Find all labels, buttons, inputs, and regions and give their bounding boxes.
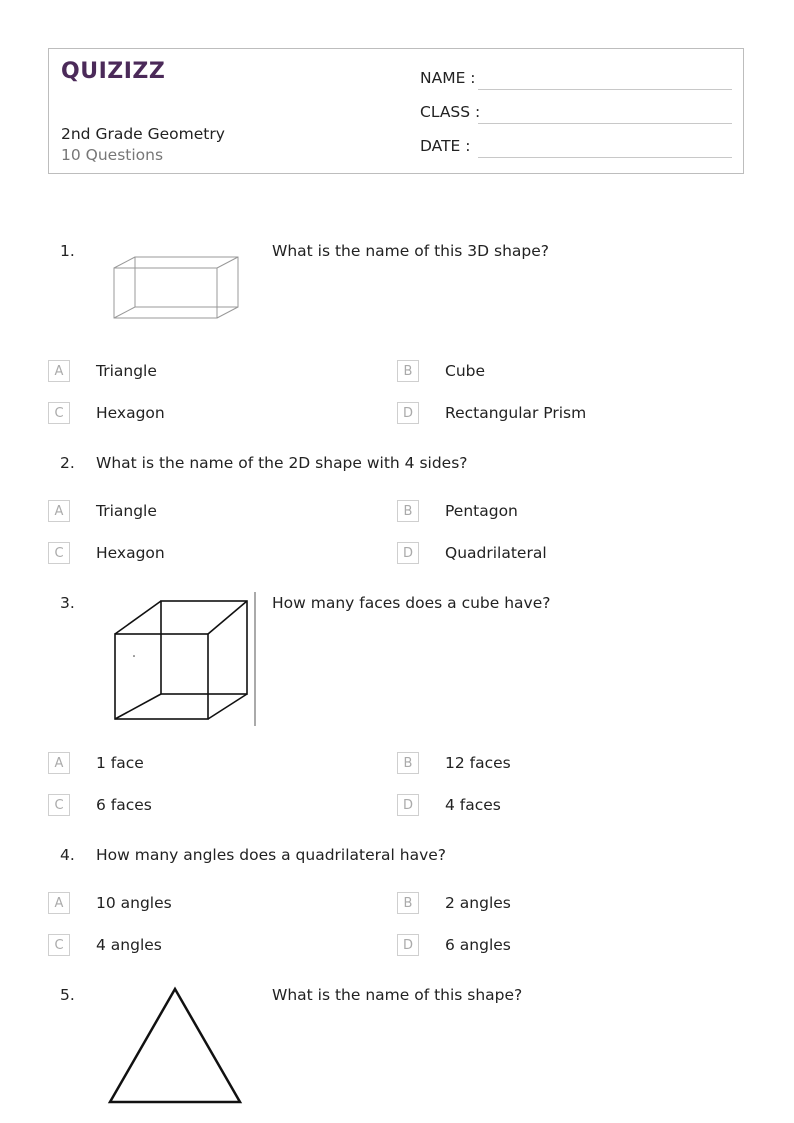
- date-line[interactable]: [478, 157, 732, 158]
- quizizz-logo: [61, 59, 165, 84]
- option-text: Triangle: [96, 502, 157, 520]
- option-text: 12 faces: [445, 754, 511, 772]
- question-text: How many faces does a cube have?: [272, 594, 551, 612]
- triangle-figure: [104, 984, 248, 1108]
- option-text: 6 faces: [96, 796, 152, 814]
- option-letter[interactable]: C: [48, 402, 70, 424]
- name-label: NAME :: [420, 69, 476, 87]
- rectangular-prism-figure: [105, 248, 245, 326]
- option-letter[interactable]: A: [48, 752, 70, 774]
- logo-text: QUIZIZZ: [61, 59, 166, 84]
- option-text: 2 angles: [445, 894, 511, 912]
- class-label: CLASS :: [420, 103, 481, 121]
- question-number: 5.: [60, 986, 75, 1004]
- worksheet-header: [48, 48, 744, 174]
- option-text: Hexagon: [96, 544, 165, 562]
- option-text: 10 angles: [96, 894, 172, 912]
- option-letter[interactable]: D: [397, 794, 419, 816]
- option-text: 6 angles: [445, 936, 511, 954]
- option-text: Hexagon: [96, 404, 165, 422]
- option-text: 1 face: [96, 754, 144, 772]
- option-letter[interactable]: B: [397, 500, 419, 522]
- option-text: Rectangular Prism: [445, 404, 587, 422]
- option-letter[interactable]: A: [48, 360, 70, 382]
- name-line[interactable]: [478, 89, 732, 90]
- option-letter[interactable]: C: [48, 794, 70, 816]
- question-number: 2.: [60, 454, 75, 472]
- option-letter[interactable]: B: [397, 892, 419, 914]
- option-letter[interactable]: D: [397, 542, 419, 564]
- question-text: What is the name of this shape?: [272, 986, 523, 1004]
- date-label: DATE :: [420, 137, 471, 155]
- option-text: Triangle: [96, 362, 157, 380]
- option-text: Quadrilateral: [445, 544, 547, 562]
- question-number: 1.: [60, 242, 75, 260]
- option-letter[interactable]: C: [48, 542, 70, 564]
- option-letter[interactable]: A: [48, 500, 70, 522]
- option-letter[interactable]: D: [397, 934, 419, 956]
- option-letter[interactable]: B: [397, 752, 419, 774]
- question-text: What is the name of the 2D shape with 4 sides?: [96, 454, 468, 472]
- option-text: 4 faces: [445, 796, 501, 814]
- option-text: Pentagon: [445, 502, 518, 520]
- option-letter[interactable]: A: [48, 892, 70, 914]
- option-letter[interactable]: B: [397, 360, 419, 382]
- class-line[interactable]: [478, 123, 732, 124]
- option-text: Cube: [445, 362, 486, 380]
- question-number: 4.: [60, 846, 75, 864]
- option-letter[interactable]: D: [397, 402, 419, 424]
- option-text: 4 angles: [96, 936, 162, 954]
- cube-figure: [108, 592, 260, 728]
- question-number: 3.: [60, 594, 75, 612]
- option-letter[interactable]: C: [48, 934, 70, 956]
- worksheet-title: 2nd Grade Geometry: [61, 125, 225, 143]
- question-text: What is the name of this 3D shape?: [272, 242, 550, 260]
- question-text: How many angles does a quadrilateral have?: [96, 846, 447, 864]
- question-count: 10 Questions: [61, 146, 164, 164]
